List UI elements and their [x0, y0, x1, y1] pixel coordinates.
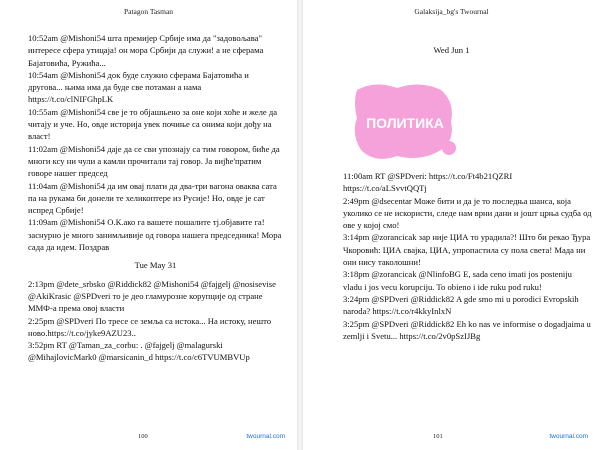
left-page-content	[28, 32, 283, 364]
tweet: 11:02am @Mishoni54 даје да се сви упознају са тим говором, биће да многи ксу ни чули а камли прочитали тај говор. Ја вијће'пратим говоре нашег председ	[28, 143, 280, 179]
tweet: 2:49pm @dsecentar Може бити и да је то последња шанса, која уколико се не искористи, следе нам врни дани и јошт црња судба од ове у којој смо!	[343, 195, 592, 231]
tweet: 11:04am @Mishoni54 да им овај плати да два-три вагона оваква сата па на рукама би донели те хеликоптере из Русије! Но, овде је сат испред Србије!	[28, 180, 277, 216]
tweet: 11:00am RT @SPDveri: https://t.co/Ft4b21QZRI https://t.co/aLSvvtQQTj	[343, 171, 513, 194]
tweet: 10:52am @Mishoni54 шта премијер Србије има да "задовољава" интересе сфера утицаја! он мора Србији да служи! а не сферама Бајатовића, Ружића...	[28, 33, 264, 68]
left-page	[0, 0, 297, 450]
tweet: 2:25pm @SPDveri По тресе се земља са истока... На истоку, нешто ново.https://t.co/jyke9AZU23..	[28, 315, 272, 338]
right-page-header: Galaksija_bg's Twournal	[414, 7, 489, 16]
politika-logo-image	[351, 78, 461, 168]
right-page	[303, 0, 600, 450]
brand-link[interactable]: twournal.com	[549, 433, 588, 440]
tweet: 10:54am @Mishoni54 док буде служио сферама Бајатовића и другова... њима има да буде све потаман а нама https://t.co/clNIFGhpLK	[28, 69, 249, 105]
tweet: 3:25pm @SPDveri @Riddick82 Eh ko nas ve informise o dogadjaima u zemlji i Svetu... https://t.co/2v0pSzIJBg	[343, 318, 591, 341]
tweet: 3:18pm @zorancicak @NlinfoBG E, sada ceno imati jos posteniju vladu i jos vecu korupciju. To obieno i ide ruku pod ruku!	[343, 269, 572, 292]
right-page-content	[343, 170, 592, 342]
tweet: 10:55am @Mishoni54 све је то објашњено за оне који хоће и желе да читају и уче. Но, овде историја увек почиње са онима који дођу на власт!	[28, 106, 278, 142]
svg-text:ПОЛИТИКА: ПОЛИТИКА	[366, 115, 444, 131]
tweet: 11:09am @Mishoni54 О.К.ако га вашете пошалите тј.објавите га! заснурно је много занимљивије од говора нашега председника! Мора сада да идем. Поздрав	[28, 217, 282, 253]
brand-link[interactable]: twournal.com	[246, 433, 285, 440]
left-page-header: Patagon Tasman	[123, 7, 174, 16]
date-heading: Tue May 31	[134, 260, 177, 271]
page-number: 101	[433, 433, 443, 440]
tweet: 3:14pm @zorancicak зар није ЦИА то урадила?! Што би рекао Ђура Чкоровић: ЦИА свајка, ЦИА, упропастила су пола света! Мада ни они нису таколошни!	[343, 232, 591, 268]
page-number: 100	[138, 433, 148, 440]
tweet: 2:13pm @dete_srbsko @Riddick82 @Mishoni54 @fajgelj @nosisevise @AkiKrasic @SPDveri то је део гламурозне корупције од стране ММФ-а према овој власти	[28, 278, 276, 314]
tweet: 3:24pm @SPDveri @Riddick82 A gde smo mi u porodici Evropskih naroda? https://t.co/r4kkyInlxN	[343, 293, 579, 317]
tweet: 3:52pm RT @Taman_za_corbu: . @fajgelj @malagurski @MihajlovicMark0 @marsicanin_d https://t.co/c6TVUMBVUp	[28, 340, 250, 363]
date-heading: Wed Jun 1	[433, 45, 470, 55]
